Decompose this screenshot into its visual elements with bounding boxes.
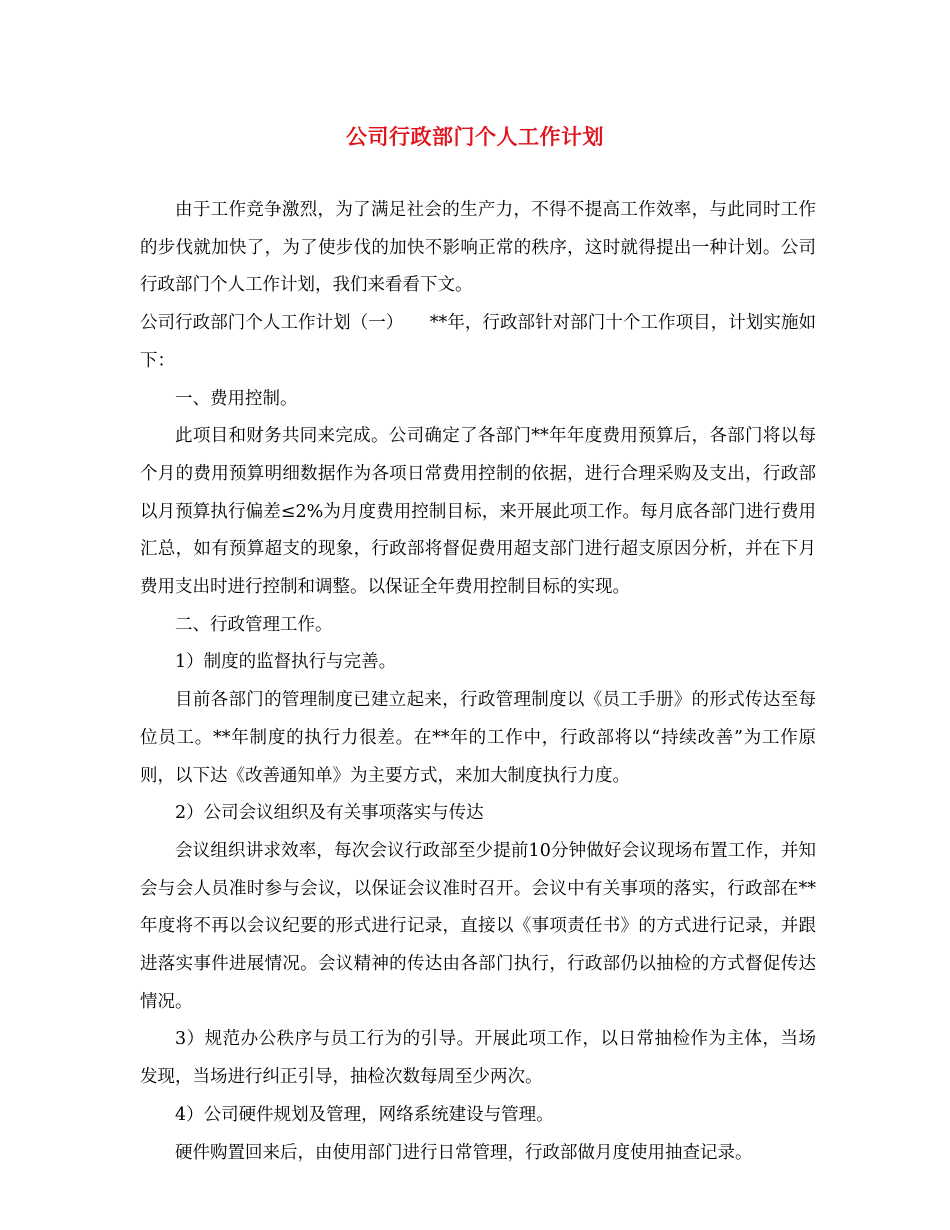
paragraph-rules: 目前各部门的管理制度已建立起来，行政管理制度以《员工手册》的形式传达至每位员工。**年制度的执行力很差。在**年的工作中，行政部将以“持续改善”为工作原则，以下达《改善通知单》为主要方式，来加大制度执行力度。: [140, 690, 816, 786]
subheading-rules: 1）制度的监督执行与完善。: [175, 652, 397, 673]
paragraph-office-order: 3）规范办公秩序与员工行为的引导。开展此项工作，以日常抽检作为主体，当场发现，当场进行纠正引导，抽检次数每周至少两次。: [140, 1029, 816, 1088]
paragraph-meetings: 会议组织讲求效率，每次会议行政部至少提前10分钟做好会议现场布置工作，并知会与会人员准时参与会议，以保证会议准时召开。会议中有关事项的落实，行政部在**年度将不再以会议纪要的形式进行记录，直接以《事项责任书》的方式进行记录，并跟进落实事件进展情况。会议精神的传达由各部门执行，行政部仍以抽检的方式督促传达情况。: [140, 840, 816, 1012]
subheading-hardware: 4）公司硬件规划及管理，网络系统建设与管理。: [175, 1104, 554, 1125]
section-heading-admin: 二、行政管理工作。: [175, 614, 333, 635]
paragraph-intro: 由于工作竞争激烈，为了满足社会的生产力，不得不提高工作效率，与此同时工作的步伐就加快了，为了使步伐的加快不影响正常的秩序，这时就得提出一种计划。公司行政部门个人工作计划，我们来看看下文。: [140, 200, 816, 296]
paragraph-plan-heading: 公司行政部门个人工作计划（一） **年，行政部针对部门十个工作项目，计划实施如下：: [140, 313, 816, 371]
document-title: 公司行政部门个人工作计划: [346, 124, 604, 149]
paragraph-hardware: 硬件购置回来后，由使用部门进行日常管理，行政部做月度使用抽查记录。: [175, 1142, 753, 1163]
subheading-meetings: 2）公司会议组织及有关事项落实与传达: [175, 803, 484, 824]
paragraph-cost-control: 此项目和财务共同来完成。公司确定了各部门**年年度费用预算后，各部门将以每个月的费用预算明细数据作为各项日常费用控制的依据，进行合理采购及支出，行政部以月预算执行偏差≤2%为月度费用控制目标，来开展此项工作。每月底各部门进行费用汇总，如有预算超支的现象，行政部将督促费用超支部门进行超支原因分析，并在下月费用支出时进行控制和调整。以保证全年费用控制目标的实现。: [140, 426, 816, 598]
section-heading-cost-control: 一、费用控制。: [175, 388, 298, 409]
document-body: [140, 192, 816, 1172]
